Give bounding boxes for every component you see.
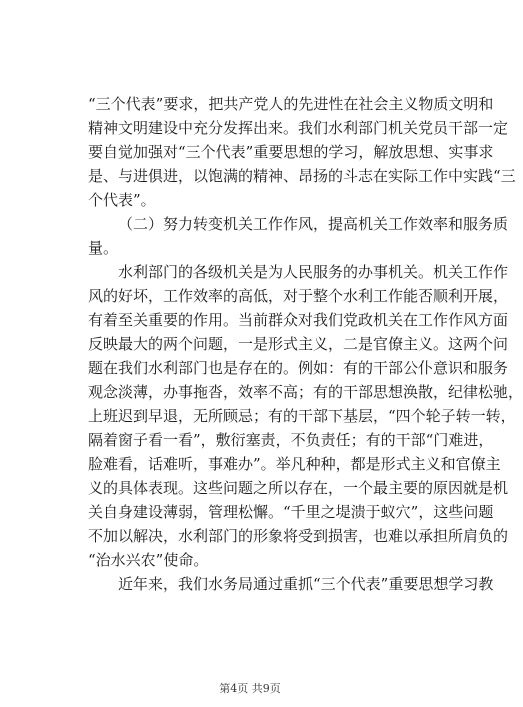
- section-heading: （二）努力转变机关工作作风，提高机关工作效率和服务质: [118, 215, 509, 233]
- text-line: 要自觉加强对“三个代表”重要思想的学习，解放思想、实事求: [88, 143, 494, 161]
- paragraph-start: 水利部门的各级机关是为人民服务的办事机关。机关工作作: [118, 263, 509, 281]
- text-line: 义的具体表现。这些问题之所以存在，一个最主要的原因就是机: [88, 479, 509, 497]
- text-line: 精神文明建设中充分发挥出来。我们水利部门机关党员干部一定: [88, 119, 509, 137]
- text-line: “三个代表”要求，把共产党人的先进性在社会主义物质文明和: [88, 95, 494, 113]
- text-line: 是、与进俱进，以饱满的精神、昂扬的斗志在实际工作中实践“三: [88, 167, 516, 185]
- paragraph-start: 近年来，我们水务局通过重抓“三个代表”重要思想学习教: [118, 575, 494, 593]
- page-number: 第4页 共9页: [219, 682, 281, 695]
- text-line: 隔着窗子看一看”，敷衍塞责，不负责任；有的干部“门难进，: [88, 431, 494, 449]
- text-line: 个代表”。: [88, 191, 156, 209]
- text-line: 反映最大的两个问题，一是形式主义，二是官僚主义。这两个问: [88, 335, 509, 353]
- text-line: 不加以解决，水利部门的形象将受到损害，也难以承担所肩负的: [88, 527, 509, 545]
- text-line: 关自身建设薄弱，管理松懈。“千里之堤溃于蚁穴”，这些问题: [88, 503, 494, 521]
- text-line: 有着至关重要的作用。当前群众对我们党政机关在工作作风方面: [88, 311, 509, 329]
- body-text: [88, 92, 523, 596]
- text-line: “治水兴农”使命。: [88, 551, 209, 569]
- text-line: 题在我们水利部门也是存在的。例如：有的干部公仆意识和服务: [88, 359, 509, 377]
- text-line: 观念淡薄，办事拖沓，效率不高；有的干部思想涣散，纪律松驰，: [88, 383, 523, 401]
- text-line: 风的好坏，工作效率的高低，对于整个水利工作能否顺利开展，: [88, 287, 509, 305]
- text-line: 脸难看，话难听，事难办”。举凡种种，都是形式主义和官僚主: [88, 455, 501, 473]
- text-line: 上班迟到早退，无所顾忌；有的干部下基层，“四个轮子转一转，: [88, 407, 516, 425]
- section-heading-continued: 量。: [88, 239, 119, 257]
